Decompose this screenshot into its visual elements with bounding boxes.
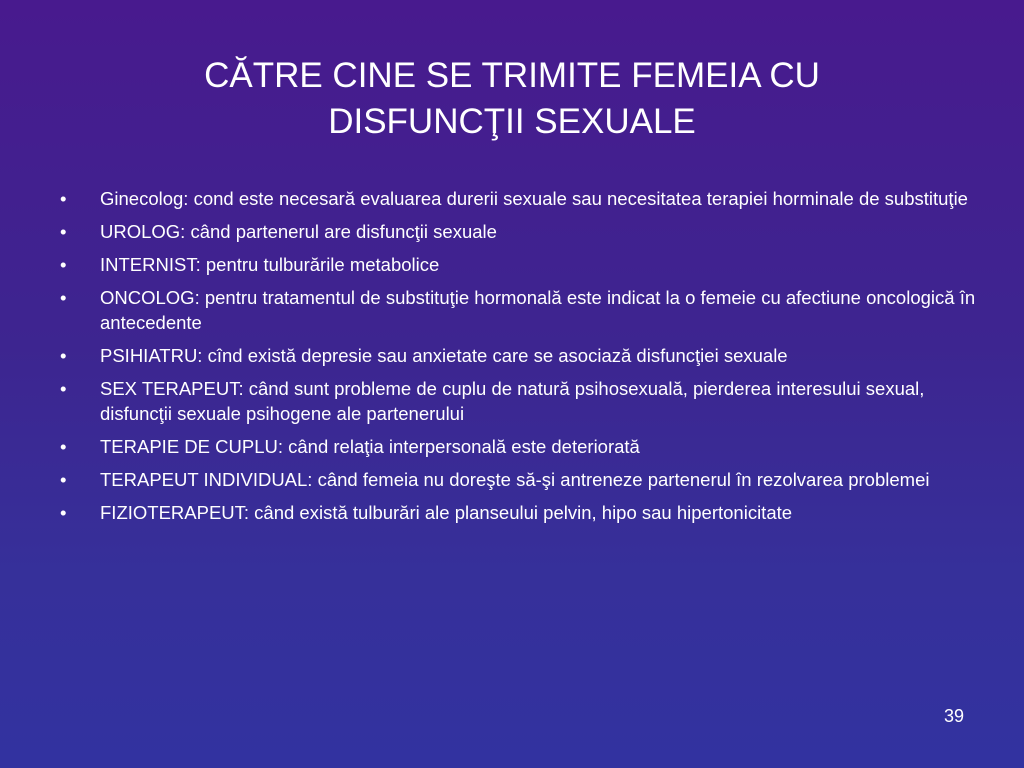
- bullet-icon: •: [60, 221, 67, 242]
- list-item: [60, 252, 980, 277]
- bullet-text: TERAPEUT INDIVIDUAL: când femeia nu doreşte să-şi antreneze partenerul în rezolvarea problemei: [100, 469, 930, 490]
- bullet-icon: •: [60, 254, 67, 275]
- bullet-icon: •: [60, 345, 67, 366]
- list-item: [60, 467, 980, 492]
- slide-title-line-1: CĂTRE CINE SE TRIMITE FEMEIA CU: [204, 56, 820, 95]
- list-item: [60, 376, 980, 426]
- list-item: [60, 219, 980, 244]
- slide-title: [120, 53, 904, 145]
- bullet-icon: •: [60, 469, 67, 490]
- slide-number: 39: [943, 706, 964, 726]
- bullet-icon: •: [60, 188, 67, 209]
- bullet-list: [60, 186, 980, 533]
- list-item: [60, 343, 980, 368]
- bullet-icon: •: [60, 502, 67, 523]
- list-item: [60, 285, 980, 335]
- slide-title-line-2: DISFUNCŢII SEXUALE: [328, 102, 696, 141]
- bullet-text: PSIHIATRU: cînd există depresie sau anxietate care se asociază disfuncţiei sexuale: [100, 345, 788, 366]
- bullet-icon: •: [60, 287, 67, 308]
- list-item: [60, 186, 980, 211]
- bullet-text: TERAPIE DE CUPLU: când relaţia interpersonală este deteriorată: [100, 436, 640, 457]
- bullet-text: FIZIOTERAPEUT: când există tulburări ale planseului pelvin, hipo sau hipertonicitate: [100, 502, 793, 523]
- bullet-text: UROLOG: când partenerul are disfuncţii sexuale: [100, 221, 497, 242]
- list-item: [60, 500, 980, 525]
- bullet-text: INTERNIST: pentru tulburările metabolice: [100, 254, 440, 275]
- bullet-text: ONCOLOG: pentru tratamentul de substituţie hormonală este indicat la o femeie cu afectiune oncologică în antecedente: [100, 287, 976, 333]
- bullet-icon: •: [60, 378, 67, 399]
- list-item: [60, 434, 980, 459]
- bullet-icon: •: [60, 436, 67, 457]
- bullet-text: SEX TERAPEUT: când sunt probleme de cuplu de natură psihosexuală, pierderea interesului sexual, disfuncţii sexuale psihogene ale partenerului: [100, 378, 925, 424]
- bullet-text: Ginecolog: cond este necesară evaluarea durerii sexuale sau necesitatea terapiei horminale de substituţie: [100, 188, 968, 209]
